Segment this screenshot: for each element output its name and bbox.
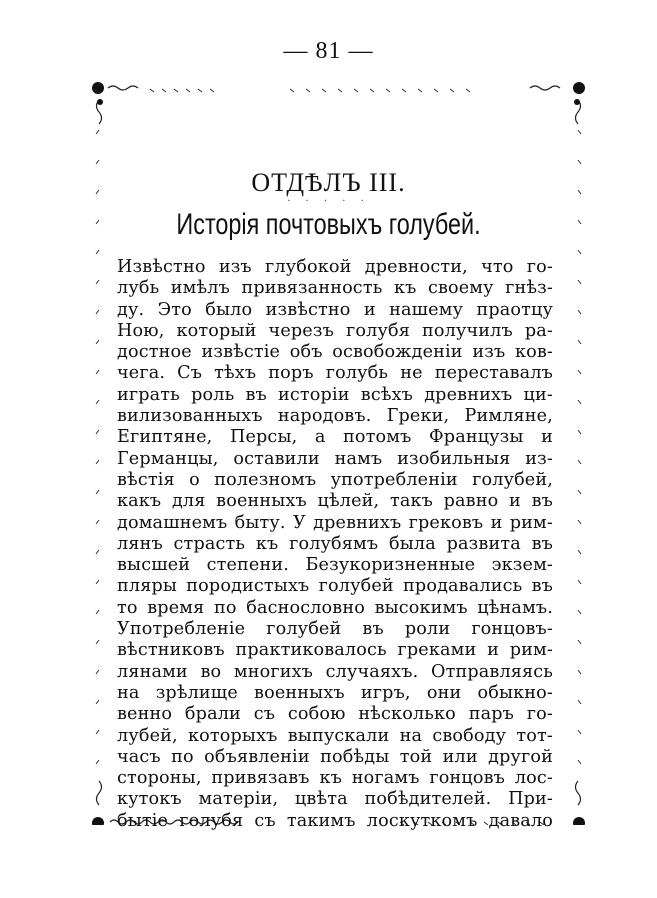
text-line: лянъ страсть къ голубямъ была развита въ xyxy=(117,533,553,554)
text-line: на зрѣлище военныхъ игръ, они обыкно- xyxy=(117,682,553,703)
section-heading: ОТДѢЛЪ III. xyxy=(251,168,406,197)
text-line: домашнемъ быту. У древнихъ грековъ и рим- xyxy=(117,512,553,533)
text-line: вилизованныхъ народовъ. Греки, Римляне, xyxy=(117,406,553,427)
text-line: венно брали съ собою нѣсколько паръ го- xyxy=(117,704,553,725)
text-line: Германцы, оставили намъ изобильныя из- xyxy=(117,448,553,469)
text-line: кутокъ матеріи, цвѣта побѣдителей. При- xyxy=(117,789,553,810)
text-line: играть роль въ исторіи всѣхъ древнихъ ци- xyxy=(117,384,553,405)
text-line: лянами во многихъ случаяхъ. Отправляясь xyxy=(117,661,553,682)
text-line: высшей степени. Безукоризненные экзем- xyxy=(117,555,553,576)
text-line: ду. Это было извѣстно и нашему праотцу xyxy=(117,299,553,320)
heading-ornament: · · · · · xyxy=(287,196,370,207)
text-line: часъ по объявленіи побѣды той или другой xyxy=(117,746,553,767)
text-line: вѣстниковъ практиковалось греками и рим- xyxy=(117,640,553,661)
text-line: бытіе голубя съ такимъ лоскуткомъ давало xyxy=(117,810,553,831)
text-line: Египтяне, Персы, а потомъ Французы и xyxy=(117,427,553,448)
text-line: Извѣстно изъ глубокой древности, что го- xyxy=(117,257,553,277)
text-line: то время по баснословно высокимъ цѣнамъ. xyxy=(117,597,553,618)
body-text xyxy=(117,257,553,832)
text-line: вѣстія о полезномъ употребленіи голубей, xyxy=(117,469,553,490)
text-line: лубь имѣлъ привязанность къ своему гнѣз- xyxy=(117,278,553,299)
page-number: — 81 — xyxy=(283,38,374,64)
text-line: чега. Съ тѣхъ поръ голубь не переставалъ xyxy=(117,363,553,384)
text-line: достное извѣстіе объ освобожденіи изъ ков- xyxy=(117,342,553,363)
text-line: стороны, привязавъ къ ногамъ гонцовъ лос- xyxy=(117,768,553,789)
text-line: пляры породистыхъ голубей продавались въ xyxy=(117,576,553,597)
text-line: Ною, который черезъ голубя получилъ ра- xyxy=(117,320,553,341)
text-line: Употребленіе голубей въ роли гонцовъ- xyxy=(117,619,553,640)
text-line: лубей, которыхъ выпускали на свободу тот- xyxy=(117,725,553,746)
text-line: какъ для военныхъ цѣлей, такъ равно и въ xyxy=(117,491,553,512)
chapter-title: Исторія почтовыхъ голубей. xyxy=(176,208,481,241)
